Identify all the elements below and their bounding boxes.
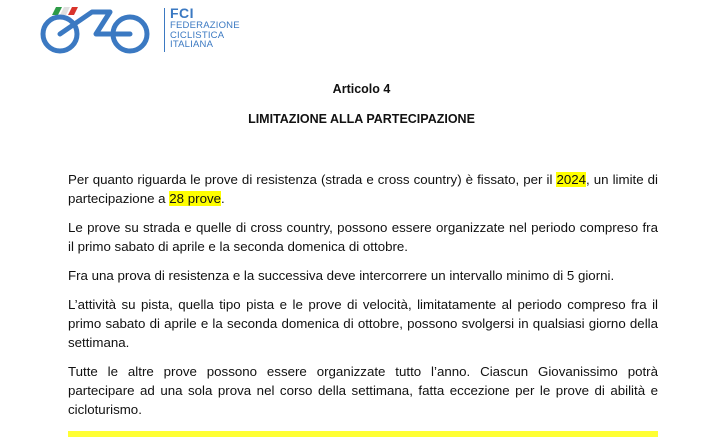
logo-divider xyxy=(164,8,165,52)
article-body xyxy=(68,170,658,429)
paragraph-limit-text-3: . xyxy=(221,191,225,206)
paragraph-period: Le prove su strada e quelle di cross country, possono essere organizzate nel periodo compreso fra il primo sabato di aprile e la seconda domenica di ottobre. xyxy=(68,220,658,254)
article-number: Articolo 4 xyxy=(332,82,391,96)
highlighted-limit: 28 prove xyxy=(169,191,222,206)
bicycle-logo-icon xyxy=(36,4,161,54)
paragraph-track: L’attività su pista, quella tipo pista e le prove di velocità, limitatamente al periodo compreso fra il primo sabato di aprile e la seconda domenica di ottobre, possono svolgersi in qualsiasi giorno della settimana. xyxy=(68,297,658,350)
paragraph-other: Tutte le altre prove possono essere organizzate tutto l’anno. Ciascun Giovanissimo potrà partecipare ad una sola prova nel corso della settimana, fatta eccezione per le prove di abilità e cicloturismo. xyxy=(68,364,658,417)
paragraph-limit xyxy=(68,170,658,208)
highlighted-year: 2024 xyxy=(556,172,587,187)
article-title: LIMITAZIONE ALLA PARTECIPAZIONE xyxy=(248,112,475,126)
logo-abbreviation: FCI xyxy=(170,5,195,21)
logo-text xyxy=(170,6,240,50)
logo-name-line-3: ITALIANA xyxy=(170,39,214,50)
header xyxy=(36,4,336,74)
paragraph-interval: Fra una prova di resistenza e la successiva deve intercorrere un intervallo minimo di 5 giorni. xyxy=(68,268,615,283)
highlight-rule xyxy=(68,431,658,437)
logo-name-line-1: FEDERAZIONE xyxy=(170,20,240,31)
logo-name-line-2: CICLISTICA xyxy=(170,29,225,41)
paragraph-limit-text-1: Per quanto riguarda le prove di resistenza (strada e cross country) è fissato, per il xyxy=(68,172,557,187)
paragraph-limit-text-2: , un limite di partecipazione a xyxy=(68,172,658,206)
